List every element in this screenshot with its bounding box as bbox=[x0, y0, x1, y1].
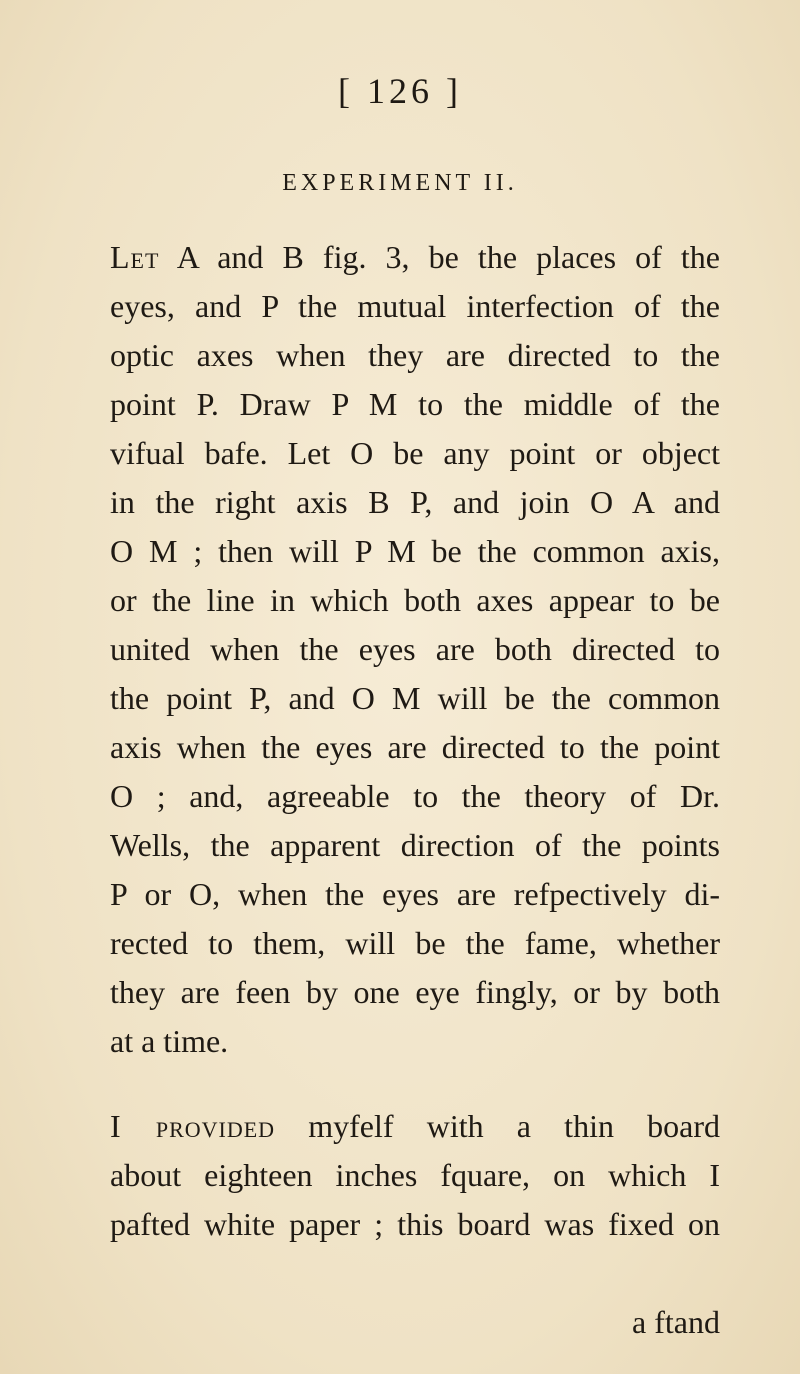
text-line: O M ; then will P M be the common axis, bbox=[110, 533, 720, 569]
text-line: Let A and B fig. 3, be the places of the bbox=[110, 239, 720, 275]
text-line: pafted white paper ; this board was fixed on bbox=[110, 1206, 720, 1242]
page-number: [ 126 ] bbox=[338, 71, 462, 111]
catchword-text: a ftand bbox=[632, 1304, 720, 1340]
text-line: or the line in which both axes appear to be bbox=[110, 582, 720, 618]
paragraph-2 bbox=[110, 1102, 720, 1249]
text-line: O ; and, agreeable to the theory of Dr. bbox=[110, 778, 720, 814]
text-line: in the right axis B P, and join O A and bbox=[110, 484, 720, 520]
text-line: rected to them, will be the fame, whether bbox=[110, 925, 720, 961]
paragraph-opening-word: I provided bbox=[110, 1108, 276, 1144]
section-heading: EXPERIMENT II. bbox=[282, 170, 518, 196]
text-line: vifual bafe. Let O be any point or object bbox=[110, 435, 720, 471]
text-line: Wells, the apparent direction of the points bbox=[110, 827, 720, 863]
text-line: optic axes when they are directed to the bbox=[110, 337, 720, 373]
text-line: the point P, and O M will be the common bbox=[110, 680, 720, 716]
text-line: eyes, and P the mutual interfection of the bbox=[110, 288, 720, 324]
text-line: they are feen by one eye fingly, or by both bbox=[110, 974, 720, 1010]
paragraph-1 bbox=[110, 233, 720, 1066]
text-line: P or O, when the eyes are refpectively di- bbox=[110, 876, 720, 912]
paragraph-opening-word: Let bbox=[110, 239, 160, 275]
text-line: at a time. bbox=[110, 1023, 229, 1059]
catchword bbox=[110, 1298, 720, 1347]
text-line: point P. Draw P M to the middle of the bbox=[110, 386, 720, 422]
text-line: united when the eyes are both directed to bbox=[110, 631, 720, 667]
text-line: I provided myfelf with a thin board bbox=[110, 1108, 720, 1144]
text-line: axis when the eyes are directed to the point bbox=[110, 729, 720, 765]
text-line: about eighteen inches fquare, on which I bbox=[110, 1157, 720, 1193]
